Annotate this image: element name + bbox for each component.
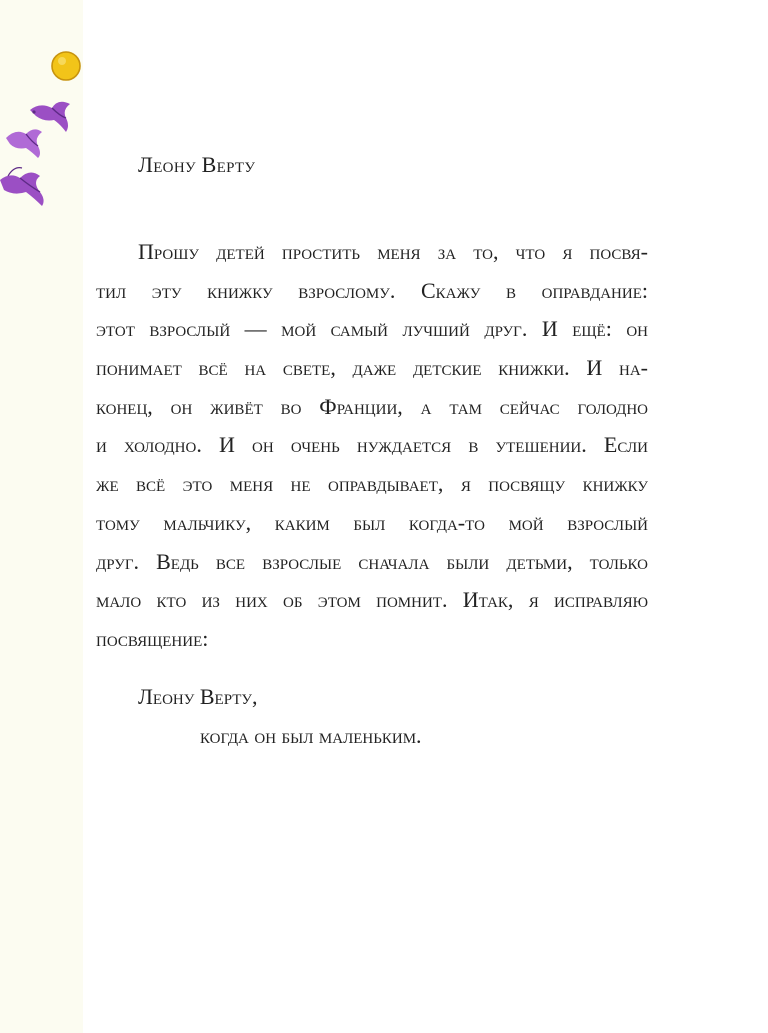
body-line: Прошу детей простить меня за то, что я посвя- bbox=[138, 239, 648, 264]
body-line: конец, он живёт во Франции, а там сейчас голодно bbox=[96, 393, 648, 419]
body-line: тому мальчику, каким был когда-то мой взрослый bbox=[96, 509, 648, 535]
body-line: друг. Ведь все взрослые сначала были детьми, только bbox=[96, 548, 648, 574]
body-line: и холодно. И он очень нуждается в утешении. Если bbox=[96, 432, 648, 458]
bird-icon bbox=[30, 102, 70, 132]
margin-illustration bbox=[0, 0, 90, 230]
dedication-heading: Леону Верту bbox=[138, 152, 256, 177]
body-line: этот взрослый — мой самый лучший друг. И ещё: он bbox=[96, 316, 648, 342]
sun-icon bbox=[52, 52, 80, 80]
bird-icon bbox=[0, 168, 44, 206]
dedication-body bbox=[96, 233, 648, 659]
body-line: же всё это меня не оправдывает, я посвящу книжку bbox=[96, 471, 648, 497]
body-line: тил эту книжку взрослому. Скажу в оправдание: bbox=[96, 277, 648, 303]
closing-dedication-name: Леону Верту, bbox=[138, 684, 258, 709]
body-line: посвящение: bbox=[96, 625, 209, 651]
bird-icon bbox=[6, 129, 42, 158]
body-line: мало кто из них об этом помнит. Итак, я исправляю bbox=[96, 587, 648, 613]
body-line: понимает всё на свете, даже детские книжки. И на- bbox=[96, 355, 648, 381]
closing-dedication-when: когда он был маленьким. bbox=[200, 723, 422, 748]
